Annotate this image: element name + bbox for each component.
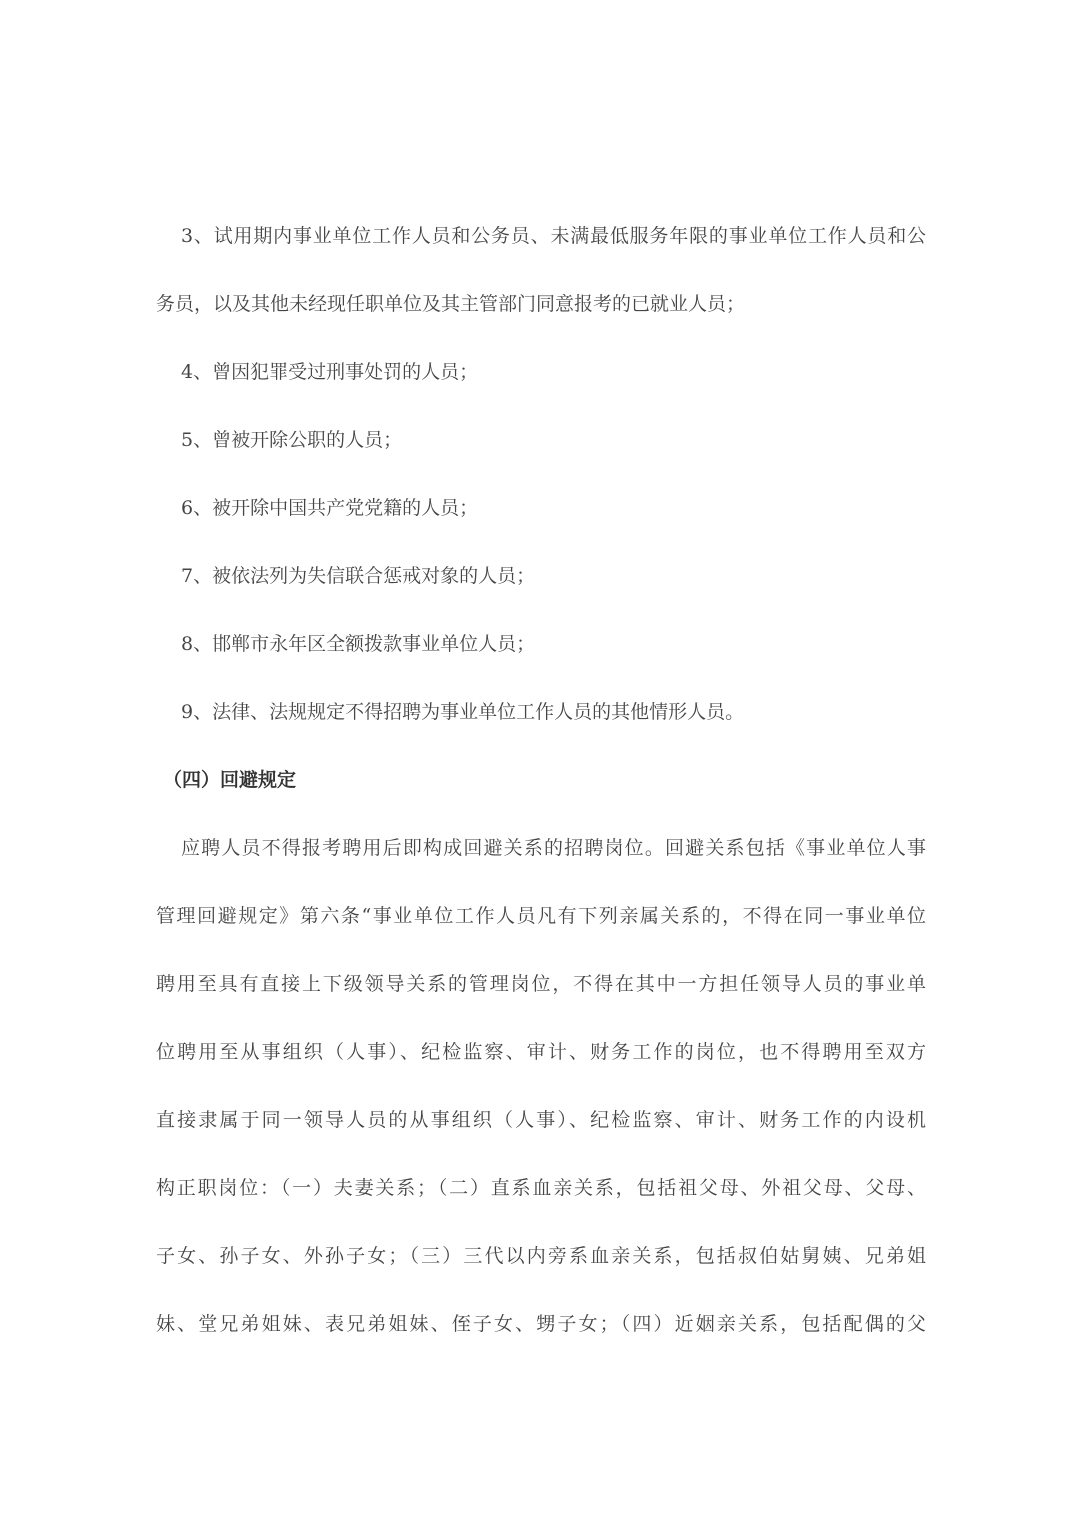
item-4: 4、曾因犯罪受过刑事处罚的人员；	[181, 361, 479, 383]
item-8: 8、邯郸市永年区全额拨款事业单位人员；	[181, 633, 536, 655]
item-5: 5、曾被开除公职的人员；	[181, 429, 403, 451]
section-heading: （四）回避规定	[163, 769, 297, 791]
item-9: 9、法律、法规规定不得招聘为事业单位工作人员的其他情形人员。	[181, 701, 745, 723]
paragraph-line-6: 构正职岗位：（一）夫妻关系；（二）直系血亲关系，包括祖父母、外祖父母、父母、	[156, 1177, 926, 1199]
paragraph-line-3: 聘用至具有直接上下级领导关系的管理岗位，不得在其中一方担任领导人员的事业单	[156, 973, 926, 995]
paragraph-line-7: 子女、孙子女、外孙子女；（三）三代以内旁系血亲关系，包括叔伯姑舅姨、兄弟姐	[156, 1245, 926, 1267]
paragraph-line-4: 位聘用至从事组织（人事）、纪检监察、审计、财务工作的岗位，也不得聘用至双方	[156, 1041, 926, 1063]
paragraph-line-1: 应聘人员不得报考聘用后即构成回避关系的招聘岗位。回避关系包括《事业单位人事	[181, 837, 926, 859]
paragraph-line-8: 妹、堂兄弟姐妹、表兄弟姐妹、侄子女、甥子女；（四）近姻亲关系，包括配偶的父	[156, 1313, 926, 1335]
item-6: 6、被开除中国共产党党籍的人员；	[181, 497, 479, 519]
item-7: 7、被依法列为失信联合惩戒对象的人员；	[181, 565, 536, 587]
paragraph-line-2: 管理回避规定》第六条“事业单位工作人员凡有下列亲属关系的，不得在同一事业单位	[156, 905, 926, 927]
paragraph-line-5: 直接隶属于同一领导人员的从事组织（人事）、纪检监察、审计、财务工作的内设机	[156, 1109, 926, 1131]
item-3-line-2: 务员，以及其他未经现任职单位及其主管部门同意报考的已就业人员；	[156, 293, 746, 315]
item-3-line-1: 3、试用期内事业单位工作人员和公务员、未满最低服务年限的事业单位工作人员和公	[181, 225, 926, 247]
